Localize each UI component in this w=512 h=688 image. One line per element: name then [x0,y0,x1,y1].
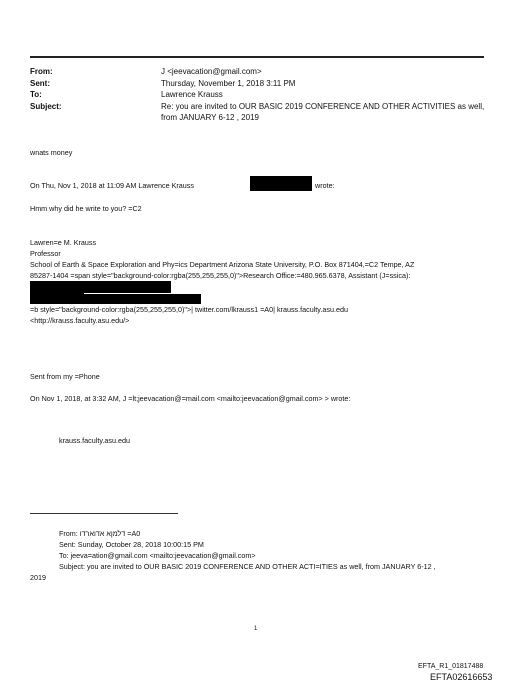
to-label: To: [30,90,42,99]
from-label: From: [30,67,53,76]
hmm-line: Hmm why did he write to you? =C2 [30,204,142,213]
signature-name: Lawren=e M. Krauss [30,238,97,247]
subject-line-2: from JANUARY 6-12 , 2019 [161,113,259,122]
page-number: 1 [254,626,258,632]
signature-dept: School of Earth & Space Exploration and Phy=ics Department Arizona State University, P.O. Box 871404,=C2 Tempe, AZ [30,260,415,269]
fwd-sent: Sent: Sunday, October 28, 2018 10:00:15 PM [59,540,204,549]
body-whats-money: wnats money [30,148,73,157]
from-value: J <jeevacation@gmail.com> [161,67,262,76]
header-rule [30,56,484,58]
signature-address: 85287-1404 =span style="background-color:rgba(255,255,255,0)">Research Office:=480.965.6378, Assistant (J=ssica): [30,271,411,280]
sent-from-phone: Sent from my =Phone [30,372,100,381]
subject-label: Subject: [30,102,62,111]
sent-label: Sent: [30,79,50,88]
signature-style: =b style="background-color:rgba(255,255,255,0)">| twitter.com/lkrauss1 =A0| krauss.faculty.asu.edu [30,305,348,314]
redaction-box [250,176,312,191]
reply-intro-suffix: wrote: [315,181,335,190]
reply-intro-prefix: On Thu, Nov 1, 2018 at 11:09 AM Lawrence Krauss [30,181,194,190]
fwd-year: 2019 [30,573,46,582]
nov-reply-line: On Nov 1, 2018, at 3:32 AM, J =lt;jeevacation@=mail.com <mailto:jeevacation@gmail.com> > wrote: [30,394,351,403]
signature-title: Professor [30,249,61,258]
footer-ref-1: EFTA_R1_01817488 [418,663,484,670]
subject-line-1: Re: you are invited to OUR BASIC 2019 CONFERENCE AND OTHER ACTIVITIES as well, [161,102,485,111]
sent-value: Thursday, November 1, 2018 3:11 PM [161,79,296,88]
fwd-from: From: דלמןא אדוארדו =A0 [59,529,141,538]
to-value: Lawrence Krauss [161,90,223,99]
fwd-subject: Subject: you are invited to OUR BASIC 2019 CONFERENCE AND OTHER ACTI=ITIES as well, from JANUARY 6-12 , [59,562,436,571]
footer-ref-2: EFTA02616653 [430,672,493,682]
fwd-to: To: jeeva=ation@gmail.com <mailto:jeevacation@gmail.com> [59,551,256,560]
faculty-url: krauss.faculty.asu.edu [59,436,130,445]
redaction-box [30,281,171,293]
signature-url: <http://krauss.faculty.asu.edu/> [30,316,130,325]
quote-divider [30,513,178,514]
redaction-box [30,294,201,304]
